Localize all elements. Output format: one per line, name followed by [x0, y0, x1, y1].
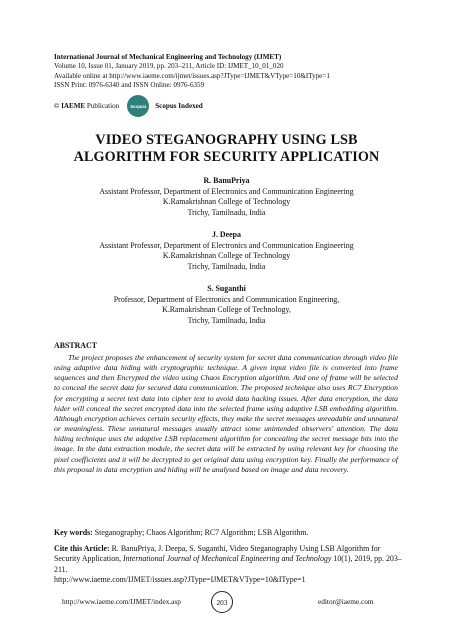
title-line-2: ALGORITHM FOR SECURITY APPLICATION	[73, 149, 380, 166]
author-block	[40, 284, 413, 326]
publisher-row	[54, 95, 203, 117]
publication-label: Publication	[86, 102, 120, 110]
keywords-text: Steganography; Chaos Algorithm; RC7 Algorithm; LSB Algorithm.	[94, 528, 309, 537]
cite-label: Cite this Article:	[54, 544, 110, 553]
keywords-label: Key words:	[54, 528, 93, 537]
author-affiliation: K.Ramakrishnan College of Technology	[162, 251, 291, 261]
paper-title	[40, 132, 413, 167]
author-affiliation: Assistant Professor, Department of Electronics and Communication Engineering	[99, 187, 354, 197]
page-footer	[0, 591, 453, 611]
cite-journal: International Journal of Mechanical Engineering and Technology	[123, 554, 332, 564]
author-affiliation: Trichy, Tamilnadu, India	[187, 207, 266, 217]
cite-text: R. BanuPriya, J. Deepa, S. Suganthi, Video Steganography Using LSB Algorithm for Security Application,	[54, 544, 381, 564]
issn-line: ISSN Print: 0976-6340 and ISSN Online: 0976-6359	[54, 81, 205, 90]
journal-name: International Journal of Mechanical Engineering and Technology (IJMET)	[54, 53, 282, 61]
footer-url[interactable]: http://www.iaeme.com/IJMET/index.asp	[62, 597, 181, 606]
author-affiliation: Trichy, Tamilnadu, India	[187, 261, 266, 271]
scopus-logo: Scopus	[127, 95, 149, 117]
title-line-1: VIDEO STEGANOGRAPHY USING LSB	[95, 132, 358, 148]
author-affiliation: Assistant Professor, Department of Electronics and Communication Engineering	[99, 241, 354, 251]
cite-volume: 10(1), 2019, pp. 203–211.	[54, 554, 402, 574]
available-online-line: Available online at http://www.iaeme.com/ijmet/issues.asp?JType=IJMET&VType=10&IType=1	[54, 71, 330, 80]
author-affiliation: K.Ramakrishnan College of Technology,	[162, 305, 291, 315]
keywords	[54, 528, 309, 537]
footer-email[interactable]: editor@iaeme.com	[318, 597, 374, 606]
author-block	[40, 176, 413, 218]
journal-header	[54, 53, 424, 91]
scopus-indexed-label: Scopus Indexed	[155, 102, 203, 110]
author-name: J. Deepa	[212, 230, 241, 239]
publisher-name: © IAEME	[54, 102, 86, 110]
page-number: 203	[211, 591, 233, 613]
citation	[54, 544, 404, 585]
cite-url[interactable]: http://www.iaeme.com/IJMET/issues.asp?JType=IJMET&VType=10&IType=1	[54, 574, 306, 584]
author-name: S. Suganthi	[207, 284, 246, 293]
author-block	[40, 230, 413, 272]
author-affiliation: Trichy, Tamilnadu, India	[187, 315, 266, 325]
abstract-heading: ABSTRACT	[54, 341, 97, 350]
abstract-text: The project proposes the enhancement of security system for secret data communication through video file using adaptive data hiding with cryptographic technique. A given input video file is converted into frame sequences and then Encrypted the video using Chaos Encryption algorithm. And one of frame will be selected to conceal the secret data for secured data communication. The proposed technique also uses RC7 Encryption for encrypting a secret text data into cipher text to avoid data hacking issues. After data encryption, the data hider will conceal the secret encrypted data into the selected frame using adaptive LSB embedding algorithm. Although encryption achieves certain security effects, they make the secret messages unreadable and unnatural or meaningless. These unnatural messages usually attract some unintended observers' attention. The data hiding technique uses the adaptive LSB replacement algorithm for concealing the secret message bits into the image. In the data extraction module, the secret data will be extracted by using relevant key for choosing the pixel coefficients and it will be decrypted to get original data using encryption key. Finally the performance of this proposal in data encryption and hiding will be analysed based on image and data recovery.	[54, 353, 398, 474]
author-affiliation: K.Ramakrishnan College of Technology	[162, 197, 291, 207]
author-name: R. BanuPriya	[203, 176, 250, 185]
volume-line: Volume 10, Issue 01, January 2019, pp. 203–211, Article ID: IJMET_10_01_020	[54, 62, 284, 71]
author-affiliation: Professor, Department of Electronics and Communication Engineering,	[113, 295, 340, 305]
